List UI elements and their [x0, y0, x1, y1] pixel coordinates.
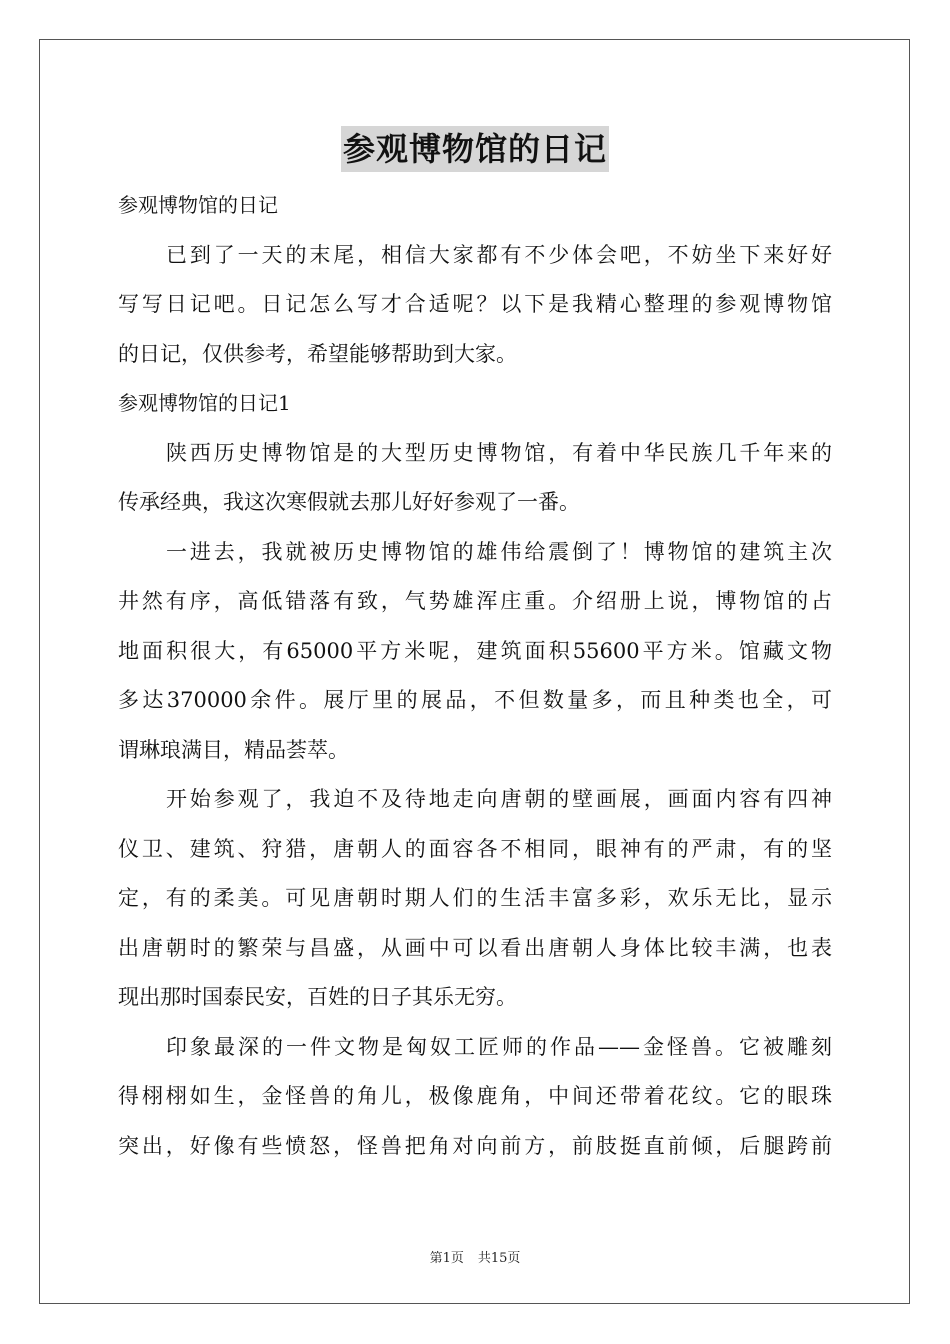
page-footer: [0, 1247, 950, 1266]
body-text-line: 地面积很大，有65000平方米呢，建筑面积55600平方米。馆藏文物: [118, 638, 832, 663]
document-body: [118, 181, 832, 1171]
body-text-line: 多达370000余件。展厅里的展品，不但数量多，而且种类也全，可: [118, 688, 832, 712]
page-total: 共15页: [477, 1251, 521, 1266]
body-text-line: 的日记，仅供参考，希望能够帮助到大家。: [118, 341, 517, 366]
body-text-line: 井然有序，高低错落有致，气势雄浑庄重。介绍册上说，博物馆的占: [118, 589, 832, 613]
body-text-line: 出唐朝时的繁荣与昌盛，从画中可以看出唐朝人身体比较丰满，也表: [118, 935, 832, 960]
body-text-line: 已到了一天的末尾，相信大家都有不少体会吧，不妨坐下来好好: [166, 242, 832, 267]
body-text-line: 陕西历史博物馆是的大型历史博物馆，有着中华民族几千年来的: [166, 440, 832, 465]
body-text-line: 写写日记吧。日记怎么写才合适呢？以下是我精心整理的参观博物馆: [118, 292, 832, 316]
page-number: 第1页: [429, 1251, 464, 1266]
document-title: 参观博物馆的日记: [341, 126, 609, 172]
body-text-line: 传承经典，我这次寒假就去那儿好好参观了一番。: [118, 490, 580, 514]
body-text-line: 得栩栩如生，金怪兽的角儿，极像鹿角，中间还带着花纹。它的眼珠: [118, 1084, 832, 1108]
body-text-line: 仪卫、建筑、狩猎，唐朝人的面容各不相同，眼神有的严肃，有的坚: [118, 836, 832, 861]
body-text-line: 突出，好像有些愤怒，怪兽把角对向前方，前肢挺直前倾，后腿跨前: [118, 1133, 832, 1158]
body-text-line: 开始参观了，我迫不及待地走向唐朝的壁画展，画面内容有四神: [166, 787, 832, 811]
body-text-line: 谓琳琅满目，精品荟萃。: [118, 737, 349, 762]
section-heading: 参观博物馆的日记1: [118, 391, 291, 415]
body-text-line: 一进去，我就被历史博物馆的雄伟给震倒了！博物馆的建筑主次: [166, 539, 832, 564]
section-heading: 参观博物馆的日记: [118, 193, 278, 217]
title-container: [0, 126, 950, 172]
body-text-line: 定，有的柔美。可见唐朝时期人们的生活丰富多彩，欢乐无比，显示: [118, 886, 832, 910]
body-text-line: 印象最深的一件文物是匈奴工匠师的作品——金怪兽。它被雕刻: [166, 1034, 832, 1059]
body-text-line: 现出那时国泰民安，百姓的日子其乐无穷。: [118, 985, 517, 1009]
